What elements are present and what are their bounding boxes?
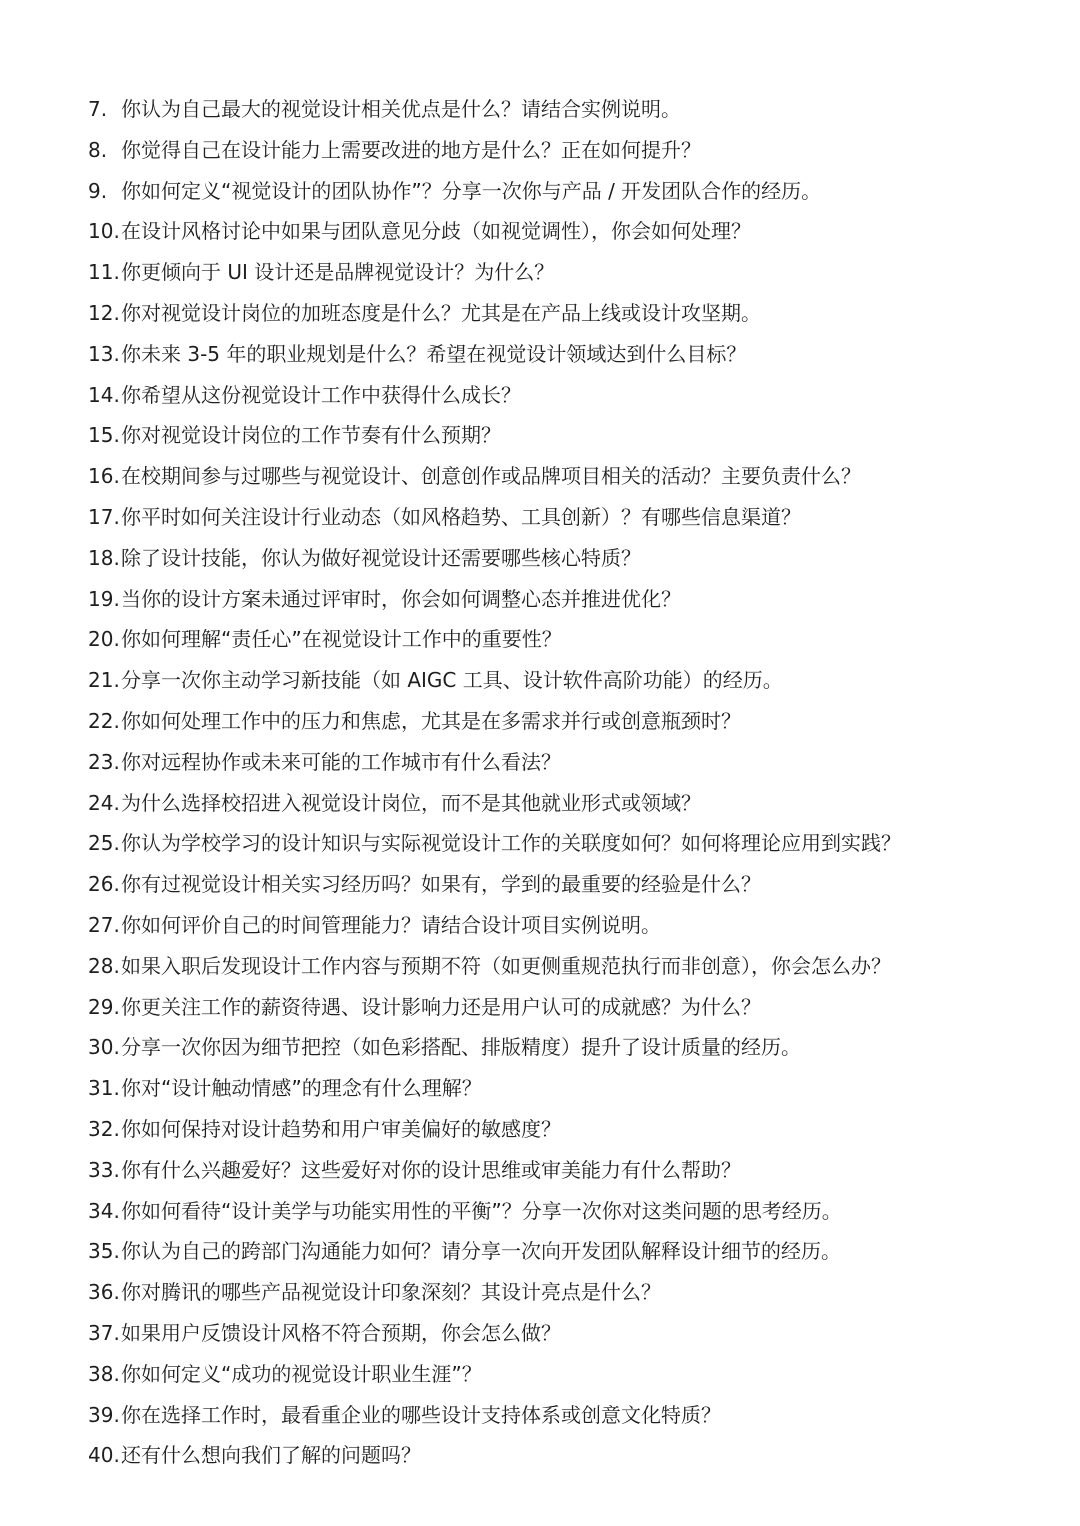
question-number: 20. (88, 627, 120, 652)
question-number: 17. (88, 504, 120, 529)
question-text: 你对视觉设计岗位的工作节奏有什么预期？ (121, 423, 501, 448)
question-number: 30. (88, 1035, 120, 1060)
question-item (88, 211, 1048, 252)
question-number: 9. (88, 178, 108, 203)
question-text: 你如何定义“成功的视觉设计职业生涯”？ (121, 1361, 482, 1386)
question-item (88, 1027, 1048, 1068)
question-item (88, 171, 1048, 212)
question-number: 28. (88, 953, 120, 978)
question-item (88, 864, 1048, 905)
question-text: 你对视觉设计岗位的加班态度是什么？尤其是在产品上线或设计攻坚期。 (121, 300, 761, 325)
question-text: 你对远程协作或未来可能的工作城市有什么看法？ (121, 749, 561, 774)
question-text: 还有什么想向我们了解的问题吗？ (121, 1443, 421, 1468)
question-number: 29. (88, 994, 120, 1019)
question-text: 你如何定义“视觉设计的团队协作”？分享一次你与产品 / 开发团队合作的经历。 (121, 178, 822, 203)
question-number: 34. (88, 1198, 120, 1223)
question-number: 38. (88, 1361, 120, 1386)
question-item (88, 334, 1048, 375)
question-text: 你如何处理工作中的压力和焦虑，尤其是在多需求并行或创意瓶颈时？ (121, 708, 741, 733)
question-text: 分享一次你主动学习新技能（如 AIGC 工具、设计软件高阶功能）的经历。 (121, 668, 783, 693)
question-text: 分享一次你因为细节把控（如色彩搭配、排版精度）提升了设计质量的经历。 (121, 1035, 801, 1060)
question-text: 你认为学校学习的设计知识与实际视觉设计工作的关联度如何？如何将理论应用到实践？ (121, 831, 901, 856)
question-item (88, 375, 1048, 416)
question-number: 12. (88, 300, 120, 325)
question-item (88, 1313, 1048, 1354)
question-text: 如果用户反馈设计风格不符合预期，你会怎么做？ (121, 1320, 561, 1345)
question-text: 你如何保持对设计趋势和用户审美偏好的敏感度？ (121, 1116, 561, 1141)
question-number: 19. (88, 586, 120, 611)
question-item (88, 1150, 1048, 1191)
question-number: 15. (88, 423, 120, 448)
question-number: 32. (88, 1116, 120, 1141)
question-number: 10. (88, 219, 120, 244)
question-number: 27. (88, 912, 120, 937)
question-number: 33. (88, 1157, 120, 1182)
question-number: 18. (88, 545, 120, 570)
question-text: 为什么选择校招进入视觉设计岗位，而不是其他就业形式或领域？ (121, 790, 701, 815)
question-item (88, 660, 1048, 701)
question-item (88, 497, 1048, 538)
question-item (88, 783, 1048, 824)
question-number: 22. (88, 708, 120, 733)
question-text: 你更关注工作的薪资待遇、设计影响力还是用户认可的成就感？为什么？ (121, 994, 761, 1019)
question-item (88, 538, 1048, 579)
question-item (88, 1191, 1048, 1232)
question-text: 你对“设计触动情感”的理念有什么理解？ (121, 1076, 482, 1101)
question-text: 你在选择工作时，最看重企业的哪些设计支持体系或创意文化特质？ (121, 1402, 721, 1427)
question-text: 你认为自己的跨部门沟通能力如何？请分享一次向开发团队解释设计细节的经历。 (121, 1239, 841, 1264)
question-text: 你如何理解“责任心”在视觉设计工作中的重要性？ (121, 627, 562, 652)
question-text: 除了设计技能，你认为做好视觉设计还需要哪些核心特质？ (121, 545, 641, 570)
question-text: 你如何评价自己的时间管理能力？请结合设计项目实例说明。 (121, 912, 661, 937)
question-text: 你有什么兴趣爱好？这些爱好对你的设计思维或审美能力有什么帮助？ (121, 1157, 741, 1182)
question-item (88, 905, 1048, 946)
question-item (88, 1068, 1048, 1109)
question-item (88, 1231, 1048, 1272)
question-item (88, 1272, 1048, 1313)
question-number: 16. (88, 464, 120, 489)
question-number: 14. (88, 382, 120, 407)
question-text: 你如何看待“设计美学与功能实用性的平衡”？分享一次你对这类问题的思考经历。 (121, 1198, 842, 1223)
question-number: 39. (88, 1402, 120, 1427)
question-text: 你觉得自己在设计能力上需要改进的地方是什么？正在如何提升？ (121, 137, 701, 162)
question-number: 25. (88, 831, 120, 856)
question-number: 24. (88, 790, 120, 815)
question-item (88, 1109, 1048, 1150)
question-item (88, 1395, 1048, 1436)
question-item (88, 1435, 1048, 1476)
question-number: 36. (88, 1280, 120, 1305)
question-item (88, 130, 1048, 171)
question-item (88, 987, 1048, 1028)
question-text: 你认为自己最大的视觉设计相关优点是什么？请结合实例说明。 (121, 97, 681, 121)
question-number: 35. (88, 1239, 120, 1264)
question-text: 你有过视觉设计相关实习经历吗？如果有，学到的最重要的经验是什么？ (121, 872, 761, 897)
question-item (88, 293, 1048, 334)
question-number: 13. (88, 341, 120, 366)
question-item (88, 823, 1048, 864)
question-item (88, 456, 1048, 497)
question-text: 你希望从这份视觉设计工作中获得什么成长？ (121, 382, 521, 407)
question-item (88, 946, 1048, 987)
question-item (88, 1354, 1048, 1395)
question-item (88, 619, 1048, 660)
question-number: 21. (88, 668, 120, 693)
question-item (88, 415, 1048, 456)
question-number: 7. (88, 97, 108, 121)
question-number: 37. (88, 1320, 120, 1345)
question-number: 11. (88, 260, 120, 285)
question-list (88, 89, 1048, 1476)
question-text: 在设计风格讨论中如果与团队意见分歧（如视觉调性），你会如何处理？ (121, 219, 751, 244)
question-item (88, 89, 1048, 130)
question-text: 你平时如何关注设计行业动态（如风格趋势、工具创新）？有哪些信息渠道？ (121, 504, 801, 529)
question-text: 如果入职后发现设计工作内容与预期不符（如更侧重规范执行而非创意），你会怎么办？ (121, 953, 891, 978)
question-text: 在校期间参与过哪些与视觉设计、创意创作或品牌项目相关的活动？主要负责什么？ (121, 464, 861, 489)
question-number: 23. (88, 749, 120, 774)
question-text: 你对腾讯的哪些产品视觉设计印象深刻？其设计亮点是什么？ (121, 1280, 661, 1305)
question-text: 你更倾向于 UI 设计还是品牌视觉设计？为什么？ (121, 260, 555, 285)
question-number: 8. (88, 137, 108, 162)
question-item (88, 252, 1048, 293)
question-item (88, 579, 1048, 620)
question-text: 你未来 3-5 年的职业规划是什么？希望在视觉设计领域达到什么目标？ (121, 341, 747, 366)
question-item (88, 742, 1048, 783)
question-number: 26. (88, 872, 120, 897)
question-text: 当你的设计方案未通过评审时，你会如何调整心态并推进优化？ (121, 586, 681, 611)
question-item (88, 701, 1048, 742)
question-number: 31. (88, 1076, 120, 1101)
question-number: 40. (88, 1443, 120, 1468)
